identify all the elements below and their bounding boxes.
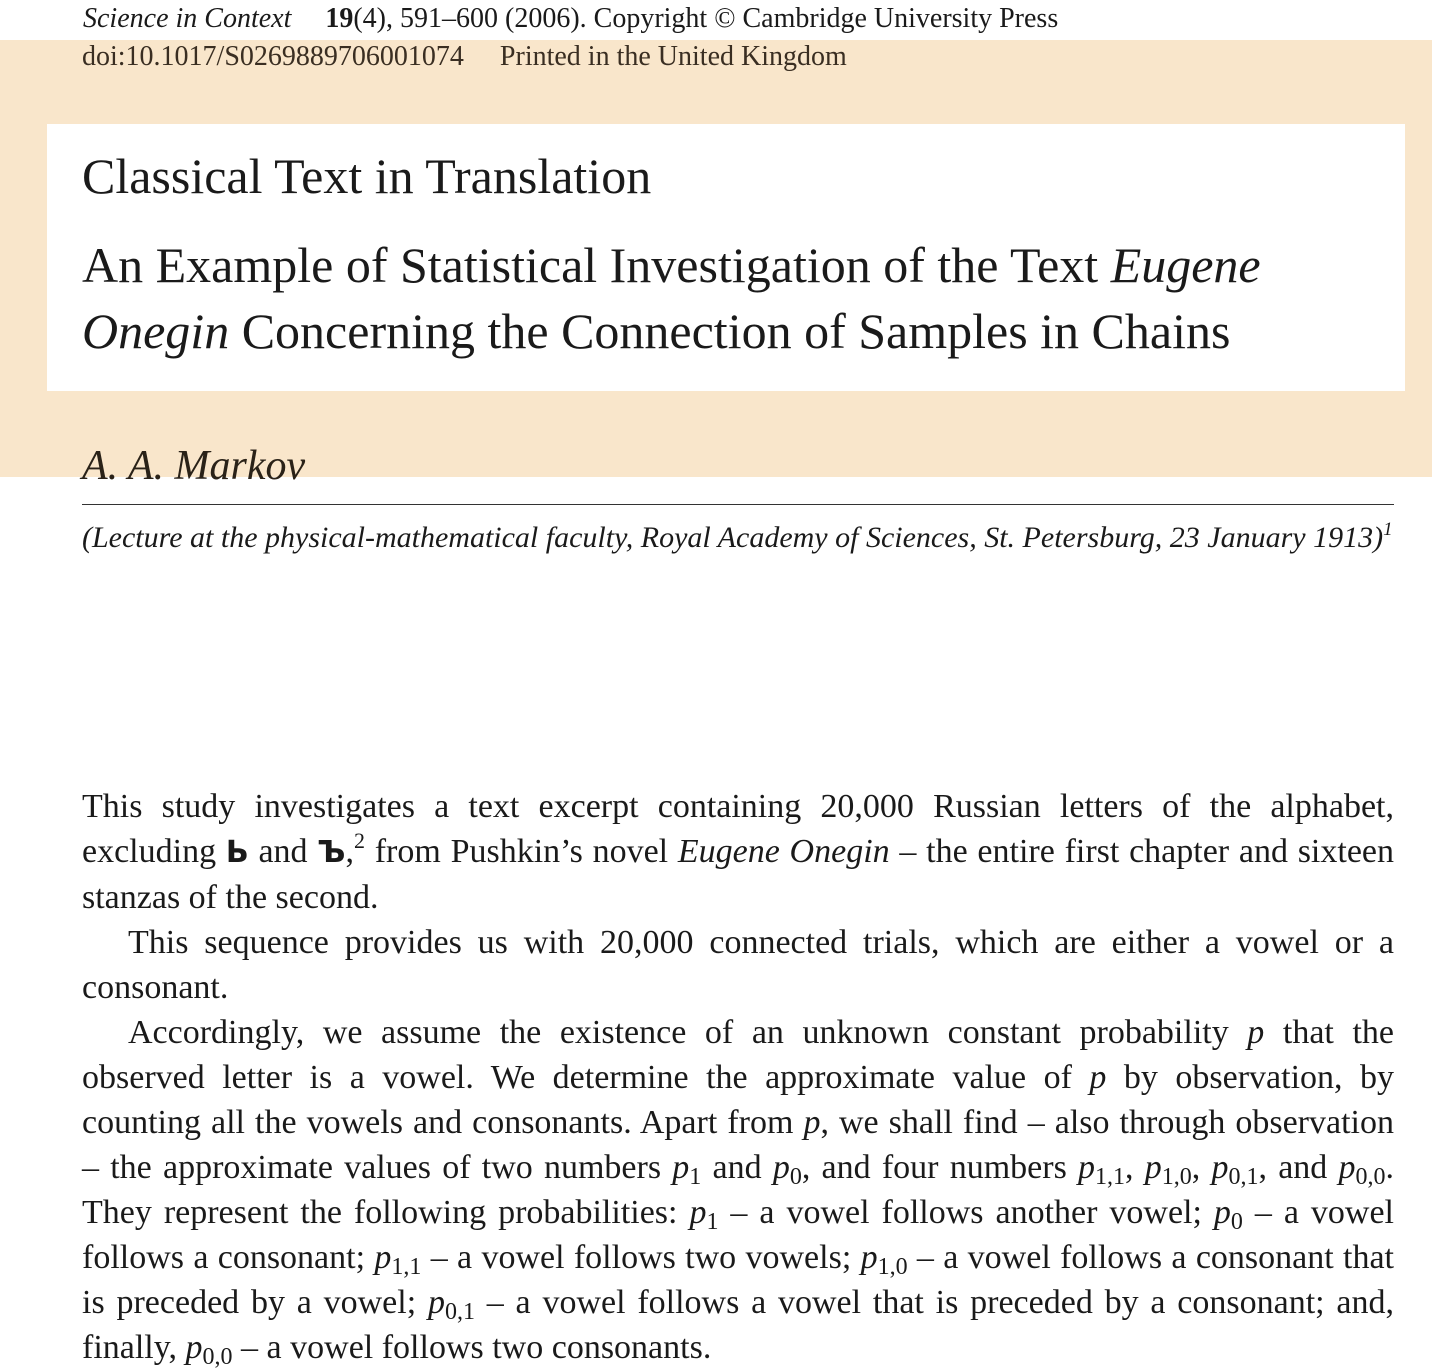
subscript: 0,0 xyxy=(202,1344,233,1370)
math-p1: p xyxy=(689,1194,707,1231)
p3-text: Accordingly, we assume the existence of an unknown constant probability xyxy=(128,1014,1248,1051)
p3-text: , and xyxy=(1258,1149,1339,1186)
p1-text-c: – the entire first chapter and sixteen stanzas of the second. xyxy=(82,833,1395,916)
article-body xyxy=(82,784,1394,1370)
paragraph-2: This sequence provides us with 20,000 connected trials, which are either a vowel or a consonant. xyxy=(82,924,1394,1006)
math-p1: p xyxy=(672,1149,690,1186)
p3-text: . They represent the following probabilities: xyxy=(82,1149,1395,1231)
p1-text-and: and xyxy=(248,833,318,870)
subscript: 0,1 xyxy=(444,1299,475,1325)
p3-text: , xyxy=(1191,1149,1212,1186)
subscript: 1,0 xyxy=(877,1254,908,1280)
title-text-part2: Concerning the Connection of Samples in Chains xyxy=(229,303,1231,359)
p3-text: , we shall find – also through observation – the approximate values of two numbers xyxy=(82,1104,1394,1186)
subscript: 1,1 xyxy=(391,1254,422,1280)
divider-rule xyxy=(82,504,1394,505)
title-text-part1: An Example of Statistical Investigation of the Text xyxy=(82,237,1111,293)
p3-text: that the observed letter is a vowel. We determine the approximate value of xyxy=(82,1014,1394,1096)
math-p0: p xyxy=(772,1149,790,1186)
math-p10: p xyxy=(860,1239,878,1276)
p3-text: – a vowel follows a consonant; xyxy=(82,1194,1395,1276)
p3-text: – a vowel follows another vowel; xyxy=(718,1194,1214,1231)
math-p: p xyxy=(1089,1059,1107,1096)
paragraph-1 xyxy=(82,784,1394,920)
subscript: 0,1 xyxy=(1228,1164,1259,1190)
article-title xyxy=(82,232,1382,364)
p3-text: – a vowel follows two consonants. xyxy=(232,1329,712,1366)
p1-text-a: This study investigates a text excerpt containing 20,000 Russian letters of the alphabet, excluding xyxy=(82,788,1394,870)
hard-sign-letter: Ъ xyxy=(317,835,346,870)
subscript: 0 xyxy=(1230,1209,1243,1235)
lecture-note xyxy=(82,518,1394,558)
printed-note: Printed in the United Kingdom xyxy=(499,41,847,72)
math-p00: p xyxy=(1338,1149,1356,1186)
paragraph-3 xyxy=(82,1010,1394,1370)
p3-text: – a vowel follows a consonant that is preceded by a vowel; xyxy=(82,1239,1394,1321)
math-p0: p xyxy=(1213,1194,1231,1231)
journal-citation xyxy=(83,2,1058,36)
lecture-note-text: (Lecture at the physical-mathematical faculty, Royal Academy of Sciences, St. Petersburg, 23 January 1913) xyxy=(82,521,1384,554)
journal-name: Science in Context xyxy=(83,3,292,34)
doi-line xyxy=(82,40,847,74)
soft-sign-letter: Ь xyxy=(225,835,249,870)
math-p11: p xyxy=(1078,1149,1096,1186)
math-p01: p xyxy=(427,1284,445,1321)
footnote-ref-1[interactable]: 1 xyxy=(1383,519,1393,540)
section-title: Classical Text in Translation xyxy=(82,148,652,204)
subscript: 1,0 xyxy=(1161,1164,1192,1190)
p1-text-b: from Pushkin’s novel xyxy=(364,833,678,870)
subscript: 1 xyxy=(689,1164,702,1190)
subscript: 0 xyxy=(789,1164,802,1190)
math-p11: p xyxy=(374,1239,392,1276)
citation-details: (4), 591–600 (2006). Copyright © Cambridge University Press xyxy=(353,3,1059,34)
p1-comma: , xyxy=(345,833,354,870)
math-p01: p xyxy=(1211,1149,1229,1186)
math-p10: p xyxy=(1144,1149,1162,1186)
p3-text: by observation, by counting all the vowels and consonants. Apart from xyxy=(82,1059,1394,1141)
p3-text: and xyxy=(701,1149,773,1186)
p3-text: – a vowel follows a vowel that is preceded by a consonant; and, finally, xyxy=(82,1284,1394,1366)
doi[interactable]: doi:10.1017/S0269889706001074 xyxy=(82,41,464,72)
p3-text: – a vowel follows two vowels; xyxy=(421,1239,861,1276)
author-name: A. A. Markov xyxy=(82,443,306,489)
subscript: 1 xyxy=(706,1209,719,1235)
math-p: p xyxy=(1247,1014,1265,1051)
math-p00: p xyxy=(185,1329,203,1366)
subscript: 0,0 xyxy=(1355,1164,1386,1190)
title-box xyxy=(47,124,1405,391)
p3-text: , xyxy=(1125,1149,1145,1186)
title-text-italic: Eugene Onegin xyxy=(82,237,1261,359)
subscript: 1,1 xyxy=(1095,1164,1126,1190)
footnote-ref-2[interactable]: 2 xyxy=(353,828,365,853)
math-p: p xyxy=(803,1104,821,1141)
novel-title: Eugene Onegin xyxy=(677,833,890,870)
p3-text: , and four numbers xyxy=(801,1149,1079,1186)
journal-volume: 19 xyxy=(325,3,354,34)
